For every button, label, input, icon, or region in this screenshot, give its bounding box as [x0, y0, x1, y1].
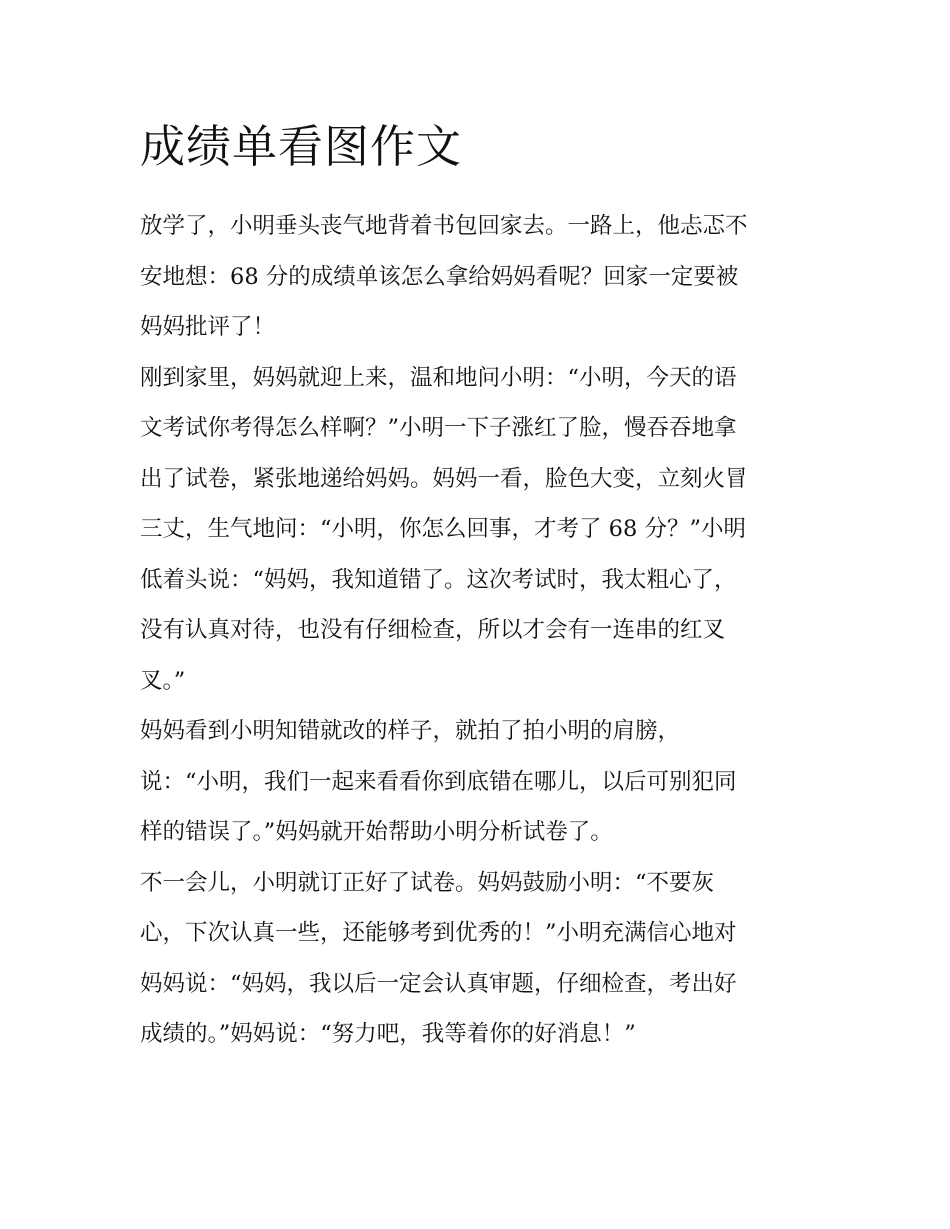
- text-line: 没有认真对待，也没有仔细检查，所以才会有一连串的红叉: [140, 617, 726, 643]
- document-body: [140, 201, 820, 1060]
- document-content: [140, 115, 820, 1060]
- text-line: 不一会儿，小明就订正好了试卷。妈妈鼓励小明：“不要灰: [140, 869, 715, 896]
- text-line: 低着头说：“妈妈，我知道错了。这次考试时，我太粗心了，: [140, 566, 737, 593]
- document-title: 成绩单看图作文: [140, 120, 463, 173]
- text-line: 妈妈看到小明知错就改的样子，就拍了拍小明的肩膀，: [140, 718, 681, 744]
- text-line: 妈妈说：“妈妈，我以后一定会认真审题，仔细检查，考出好: [140, 970, 737, 997]
- text-line: 心，下次认真一些，还能够考到优秀的！”小明充满信心地对: [140, 920, 737, 946]
- text-line: 文考试你考得怎么样啊？”小明一下子涨红了脸，慢吞吞地拿: [140, 415, 737, 441]
- text-line: 出了试卷，紧张地递给妈妈。妈妈一看，脸色大变，立刻火冒: [140, 465, 748, 492]
- text-line: 样的错误了。”妈妈就开始帮助小明分析试卷了。: [140, 819, 613, 845]
- text-line: 成绩的。”妈妈说：“努力吧，我等着你的好消息！”: [140, 1021, 636, 1047]
- text-line: 妈妈批评了！: [140, 314, 276, 340]
- text-line: 刚到家里，妈妈就迎上来，温和地问小明：“小明，今天的语: [140, 364, 737, 391]
- text-line: 放学了，小明垂头丧气地背着书包回家去。一路上，他忐忑不: [140, 213, 748, 239]
- text-line: 三丈，生气地问：“小明，你怎么回事，才考了 68 分？”小明: [140, 516, 746, 542]
- text-line: 叉。”: [140, 667, 186, 694]
- text-line: 安地想：68 分的成绩单该怎么拿给妈妈看呢？回家一定要被: [140, 263, 739, 290]
- text-line: 说：“小明，我们一起来看看你到底错在哪儿，以后可别犯同: [140, 768, 737, 795]
